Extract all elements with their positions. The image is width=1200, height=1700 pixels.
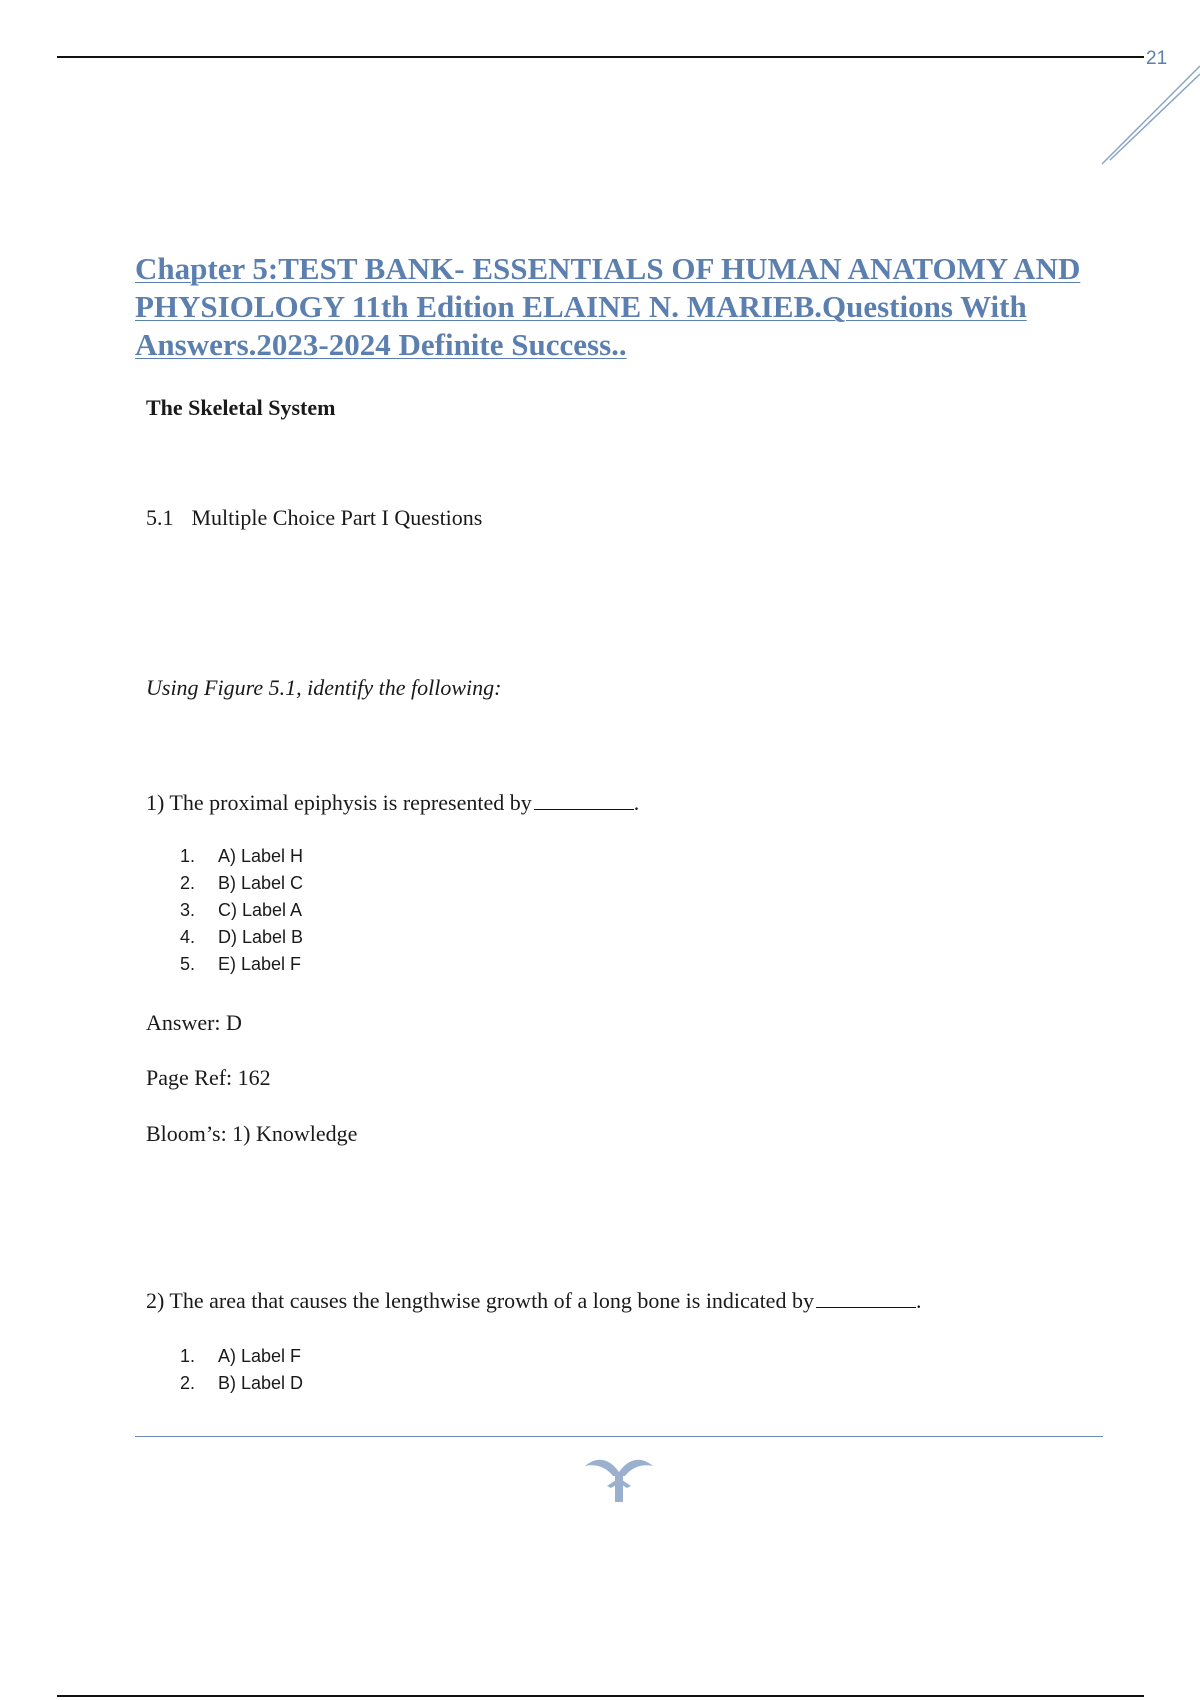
answer-blank (534, 791, 634, 810)
option-item (180, 951, 303, 978)
option-number: 1. (180, 846, 196, 866)
subsection-number: 5.1 (146, 505, 174, 530)
footer-rule (135, 1436, 1103, 1437)
option-item (180, 897, 303, 924)
chapter-title: Chapter 5:TEST BANK- ESSENTIALS OF HUMAN ANATOMY AND PHYSIOLOGY 11th Edition ELAINE N. MARIEB.Questions With Answers.2023-2024 Definite Success.. (135, 251, 1081, 362)
page-ref-line: Page Ref: 162 (146, 1065, 271, 1090)
option-item (180, 924, 303, 951)
option-text: B) Label C (218, 873, 304, 893)
question-end: . (915, 1288, 922, 1313)
option-number: 5. (180, 954, 196, 974)
corner-lines-icon (1100, 60, 1200, 170)
options-list (180, 1343, 303, 1397)
question-2 (146, 1288, 921, 1314)
option-number: 4. (180, 927, 196, 947)
option-item (180, 870, 303, 897)
option-number: 2. (180, 1373, 196, 1393)
header-rule (57, 56, 1144, 58)
option-number: 2. (180, 873, 196, 893)
option-text: D) Label B (218, 927, 304, 947)
option-item (180, 843, 303, 870)
question-text: 2) The area that causes the lengthwise growth of a long bone is indicated by (146, 1288, 814, 1313)
question-end: . (633, 790, 640, 815)
answer-blank (816, 1289, 916, 1308)
subsection-label: Multiple Choice Part I Questions (191, 505, 483, 530)
question-1 (146, 790, 639, 816)
option-text: B) Label D (218, 1373, 304, 1393)
options-list (180, 843, 303, 978)
instruction-text: Using Figure 5.1, identify the following: (146, 675, 502, 700)
option-number: 3. (180, 900, 196, 920)
option-number: 1. (180, 1346, 196, 1366)
option-text: A) Label F (218, 1346, 302, 1366)
page-number: 21 (1146, 48, 1168, 69)
option-item (180, 1343, 303, 1370)
option-item (180, 1370, 303, 1397)
subsection-heading (146, 505, 482, 531)
option-text: E) Label F (218, 954, 302, 974)
question-text: 1) The proximal epiphysis is represented by (146, 790, 532, 815)
option-text: A) Label H (218, 846, 304, 866)
blooms-line: Bloom’s: 1) Knowledge (146, 1121, 358, 1146)
footer-ornament-icon (583, 1452, 655, 1506)
answer-line: Answer: D (146, 1010, 242, 1035)
page-bottom-rule (57, 1695, 1144, 1697)
option-text: C) Label A (218, 900, 303, 920)
section-heading: The Skeletal System (146, 395, 336, 420)
